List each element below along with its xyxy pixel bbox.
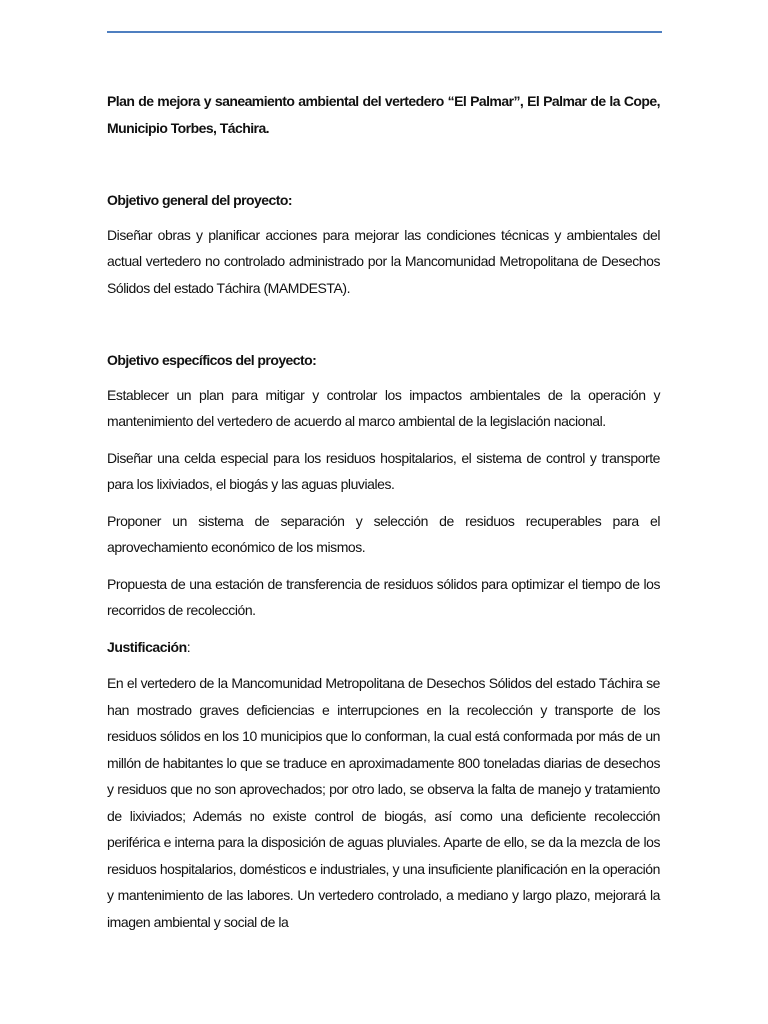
header-rule	[107, 31, 662, 33]
specific-objective-item: Proponer un sistema de separación y selección de residuos recuperables para el aprovechamiento económico de los mismos.	[107, 512, 660, 555]
document-title: Plan de mejora y saneamiento ambiental del vertedero “El Palmar”, El Palmar de la Cope, Municipio Torbes, Táchira.	[107, 93, 660, 136]
document-body	[107, 88, 660, 935]
specific-objectives-heading: Objetivo específicos del proyecto:	[107, 352, 317, 368]
justification-heading: Justificación	[107, 638, 187, 655]
specific-objective-item: Propuesta de una estación de transferencia de residuos sólidos para optimizar el tiempo de los recorridos de recolección.	[107, 575, 660, 618]
specific-objective-item: Diseñar una celda especial para los residuos hospitalarios, el sistema de control y transporte para los lixiviados, el biogás y las aguas pluviales.	[107, 449, 660, 492]
justification-heading-colon: :	[186, 638, 191, 655]
general-objective-heading: Objetivo general del proyecto:	[107, 192, 292, 208]
justification-text: En el vertedero de la Mancomunidad Metropolitana de Desechos Sólidos del estado Táchira se han mostrado graves deficiencias e interrupciones en la recolección y transporte de los residuos sólidos en los 10 municipios que lo conforman, la cual está conformada por más de un millón de habitantes lo que se traduce en aproximadamente 800 toneladas diarias de desechos y residuos que no son aprovechados; por otro lado, se observa la falta de manejo y tratamiento de lixiviados; Además no existe control de biogás, así como una deficiente recolección periférica e interna para la disposición de aguas pluviales. Aparte de ello, se da la mezcla de los residuos hospitalarios, domésticos e industriales, y una insuficiente planificación en la operación y mantenimiento de las labores. Un vertedero controlado, a mediano y largo plazo, mejorará la imagen ambiental y social de la	[107, 675, 660, 930]
justification-heading-line	[107, 634, 660, 661]
specific-objective-item: Establecer un plan para mitigar y controlar los impactos ambientales de la operación y mantenimiento del vertedero de acuerdo al marco ambiental de la legislación nacional.	[107, 386, 660, 429]
general-objective-text: Diseñar obras y planificar acciones para mejorar las condiciones técnicas y ambientales del actual vertedero no controlado administrado por la Mancomunidad Metropolitana de Desechos Sólidos del estado Táchira (MAMDESTA).	[107, 226, 660, 296]
